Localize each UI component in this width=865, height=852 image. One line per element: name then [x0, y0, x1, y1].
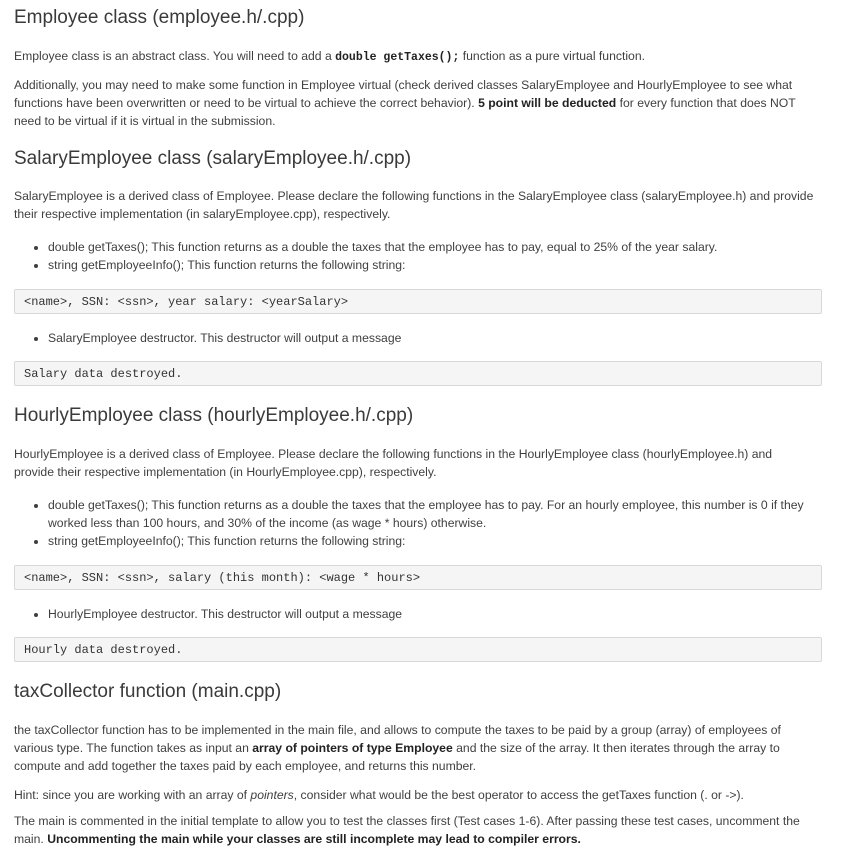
salary-intro: SalaryEmployee is a derived class of Employee. Please declare the following functions in the SalaryEmployee class (salaryEmployee.h) and provide their respective implementation (in salaryEmployee.cpp), respectively.: [14, 189, 814, 221]
hourly-destructor-list: [14, 605, 828, 623]
list-item: • string getEmployeeInfo(); This function returns the following string:: [48, 256, 828, 274]
hourly-destroyed-code-block: Hourly data destroyed.: [14, 637, 822, 662]
salary-bullet-list: [14, 238, 828, 274]
list-item: • double getTaxes(); This function returns as a double the taxes that the employee has to pay. For an hourly employee, this number is 0 if they worked less than 100 hours, and 30% of the income (as wage * hours) otherwise.: [48, 496, 838, 532]
employee-heading: Employee class (employee.h/.cpp): [14, 7, 305, 28]
list-item: • string getEmployeeInfo(); This function returns the following string:: [48, 532, 838, 550]
employee-paragraph-2: Additionally, you may need to make some function in Employee virtual (check derived classes SalaryEmployee and HourlyEmployee to see what functions have been overwritten or need to be virtual to achieve the correct behavior). 5 point will be deducted for every function that does NOT need to be virtual if it is virtual in the submission.: [14, 78, 796, 128]
salary-heading: SalaryEmployee class (salaryEmployee.h/.cpp): [14, 148, 412, 169]
tax-paragraph-1: the taxCollector function has to be implemented in the main file, and allows to compute the taxes to be paid by a group (array) of employees of various type. The function takes as input an array of pointers of type Employee and the size of the array. It then iterates through the array to compute and add together the taxes paid by each employee, and returns this number.: [14, 723, 781, 773]
tax-heading: taxCollector function (main.cpp): [14, 681, 282, 702]
hourly-intro: HourlyEmployee is a derived class of Employee. Please declare the following functions in the HourlyEmployee class (hourlyEmployee.h) and provide their respective implementation (in HourlyEmployee.cpp), respectively.: [14, 447, 773, 479]
salary-info-code-block: <name>, SSN: <ssn>, year salary: <yearSalary>: [14, 289, 822, 314]
tax-hint: Hint: since you are working with an array of pointers, consider what would be the best operator to access the getTaxes function (. or ->).: [14, 788, 744, 802]
list-item: • HourlyEmployee destructor. This destructor will output a message: [48, 605, 828, 623]
hourly-info-code-block: <name>, SSN: <ssn>, salary (this month): <wage * hours>: [14, 565, 822, 590]
tax-paragraph-3: The main is commented in the initial template to allow you to test the classes first (Test cases 1-6). After passing these test cases, uncomment the main. Uncommenting the main while your classes are still incomplete may lead to compiler errors.: [14, 814, 800, 846]
salary-destroyed-code-block: Salary data destroyed.: [14, 361, 822, 386]
employee-paragraph-1: Employee class is an abstract class. You will need to add a double getTaxes(); function as a pure virtual function.: [14, 49, 645, 64]
hourly-bullet-list: [14, 496, 838, 550]
pure-virtual-code: double getTaxes();: [335, 51, 460, 64]
salary-destructor-list: [14, 329, 828, 347]
hourly-heading: HourlyEmployee class (hourlyEmployee.h/.cpp): [14, 405, 414, 426]
list-item: • SalaryEmployee destructor. This destructor will output a message: [48, 329, 828, 347]
list-item: • double getTaxes(); This function returns as a double the taxes that the employee has to pay, equal to 25% of the year salary.: [48, 238, 828, 256]
